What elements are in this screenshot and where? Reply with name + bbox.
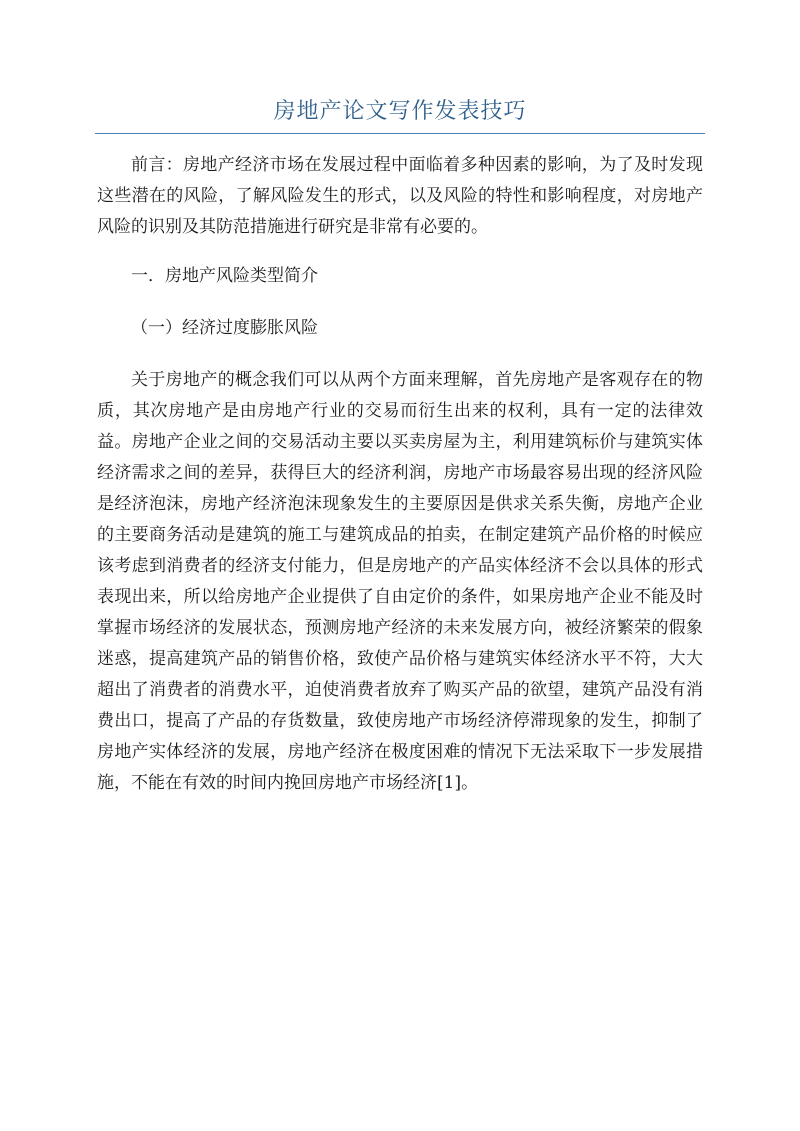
subsection-heading: （一）经济过度膨胀风险 bbox=[131, 318, 318, 338]
document-body bbox=[97, 150, 703, 799]
document-title: 房地产论文写作发表技巧 bbox=[273, 99, 527, 124]
intro-paragraph: 前言：房地产经济市场在发展过程中面临着多种因素的影响，为了及时发现这些潜在的风险，了解风险发生的形式，以及风险的特性和影响程度，对房地产风险的识别及其防范措施进行研究是非常有必要的。 bbox=[97, 155, 703, 237]
section-heading: 一．房地产风险类型简介 bbox=[131, 266, 318, 286]
spacer bbox=[97, 243, 703, 261]
spacer bbox=[97, 292, 703, 313]
title-underline-divider bbox=[95, 133, 705, 134]
spacer bbox=[97, 344, 703, 365]
body-paragraph: 关于房地产的概念我们可以从两个方面来理解，首先房地产是客观存在的物质，其次房地产是由房地产行业的交易而衍生出来的权利，具有一定的法律效益。房地产企业之间的交易活动主要以买卖房屋为主，利用建筑标价与建筑实体经济需求之间的差异，获得巨大的经济利润，房地产市场最容易出现的经济风险是经济泡沫，房地产经济泡沫现象发生的主要原因是供求关系失衡，房地产企业的主要商务活动是建筑的施工与建筑成品的拍卖，在制定建筑产品价格的时候应该考虑到消费者的经济支付能力，但是房地产的产品实体经济不会以具体的形式表现出来，所以给房地产企业提供了自由定价的条件，如果房地产企业不能及时掌握市场经济的发展状态，预测房地产经济的未来发展方向，被经济繁荣的假象迷惑，提高建筑产品的销售价格，致使产品价格与建筑实体经济水平不符，大大超出了消费者的消费水平，迫使消费者放弃了购买产品的欲望，建筑产品没有消费出口，提高了产品的存货数量，致使房地产市场经济停滞现象的发生，抑制了房地产实体经济的发展，房地产经济在极度困难的情况下无法采取下一步发展措施，不能在有效的时间内挽回房地产市场经济[1]。 bbox=[97, 370, 703, 793]
